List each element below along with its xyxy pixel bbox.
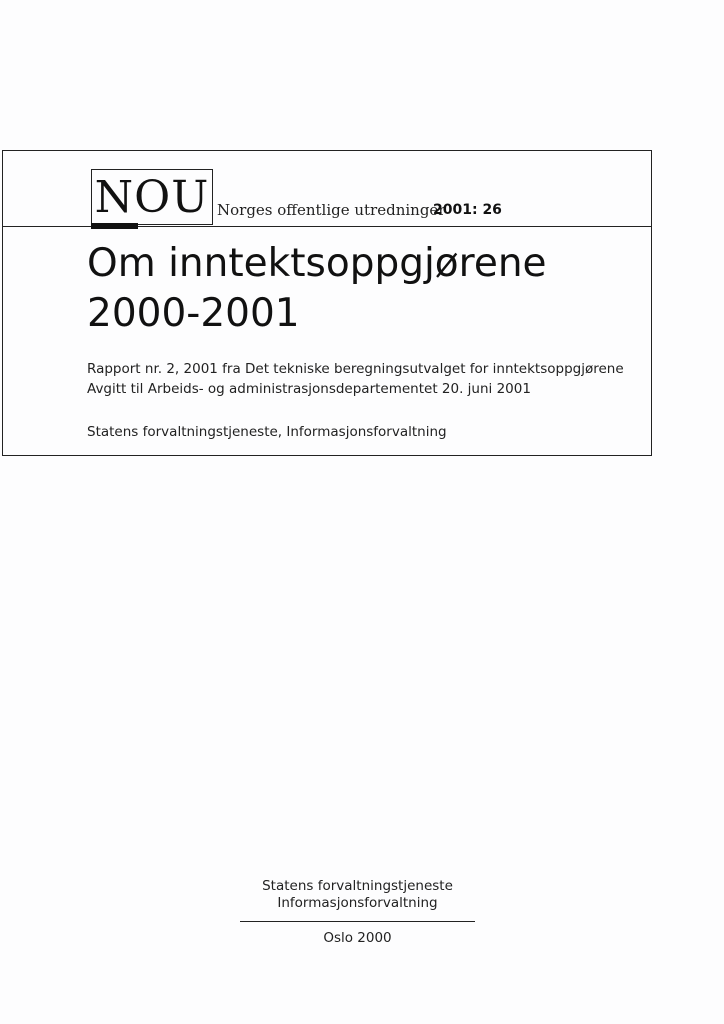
document-title: Om inntektsoppgjørene 2000-2001 [87,241,547,336]
series-number: 2001: 26 [433,202,502,218]
nou-logo: NOU [91,169,213,225]
imprint-footer [240,878,475,947]
footer-place-year: Oslo 2000 [323,930,392,946]
footer-divider [240,921,475,922]
nou-logo-underbar [91,223,138,229]
report-description: Rapport nr. 2, 2001 fra Det tekniske beregningsutvalget for inntektsoppgjørene [87,361,624,377]
series-name: Norges offentlige utredninger [217,201,446,219]
publisher-line: Statens forvaltningstjeneste, Informasjonsforvaltning [87,424,447,440]
footer-publisher-division: Informasjonsforvaltning [277,895,438,911]
cover-frame [2,150,652,456]
submission-note: Avgitt til Arbeids- og administrasjonsdepartementet 20. juni 2001 [87,381,531,397]
footer-publisher-name: Statens forvaltningstjeneste [262,878,453,894]
